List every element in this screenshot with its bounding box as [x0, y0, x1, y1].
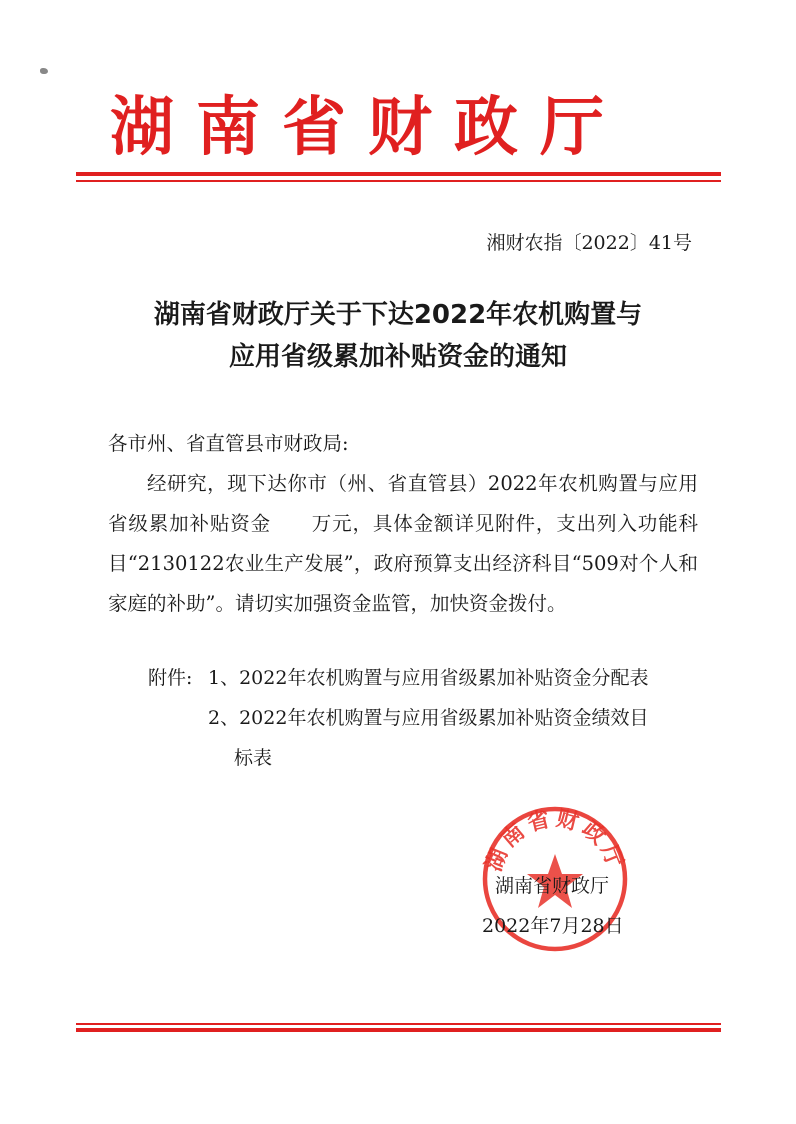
signature-block [470, 866, 700, 946]
attachments-block [148, 658, 708, 778]
document-title [90, 294, 706, 378]
body-paragraph: 经研究，现下达你市（州、省直管县）2022年农机购置与应用省级累加补贴资金 万元，具体金额详见附件，支出列入功能科目“2130122农业生产发展”，政府预算支出经济科目“509对个人和家庭的补助”。请切实加强资金监管，加快资金拨付。 [108, 472, 698, 615]
agency-header-title: 湖南省财政厅 [110, 90, 626, 165]
attachment-item-1: 1、2022年农机购置与应用省级累加补贴资金分配表 [208, 667, 649, 689]
attachment-row-1 [148, 658, 708, 698]
scan-speck [40, 68, 48, 74]
attachment-item-2: 2、2022年农机购置与应用省级累加补贴资金绩效目 [208, 707, 649, 729]
document-title-line-1: 湖南省财政厅关于下达2022年农机购置与 [153, 300, 643, 330]
attachments-label: 附件: [148, 667, 193, 689]
addressee: 各市州、省直管县市财政局: [108, 432, 349, 455]
footer-rule-thin [76, 1023, 721, 1025]
signature-organization: 湖南省财政厅 [495, 875, 610, 897]
attachment-item-2-continued: 标表 [234, 747, 273, 769]
header-rule-thin [76, 180, 721, 182]
seal-text: 湖南省财政厅 [481, 806, 629, 875]
footer-rule-thick [76, 1028, 721, 1032]
document-number: 湘财农指〔2022〕41号 [486, 232, 692, 254]
signature-date: 2022年7月28日 [482, 915, 624, 937]
attachment-row-2 [148, 698, 708, 738]
document-title-line-2: 应用省级累加补贴资金的通知 [228, 342, 567, 372]
header-rule-thick [76, 172, 721, 176]
